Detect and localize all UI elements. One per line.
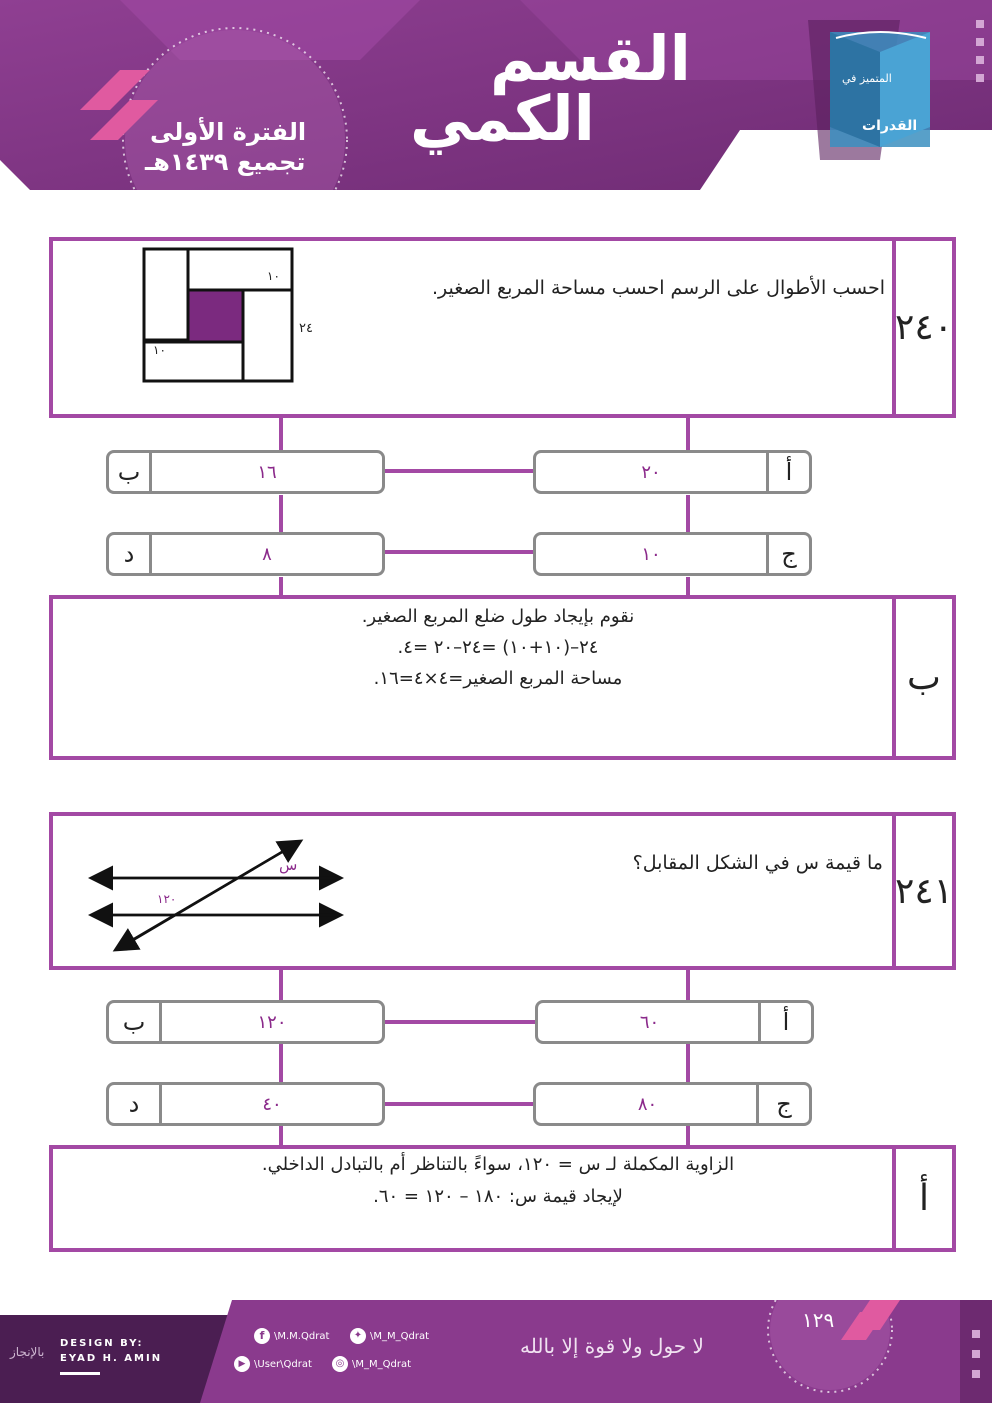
title-line1: القسم — [490, 22, 691, 95]
figure-label-bottom: ١٠ — [153, 343, 166, 357]
option-value: ١٠ — [641, 543, 661, 565]
youtube-handle: \User\Qdrat — [254, 1358, 312, 1370]
solution-line: نقوم بإيجاد طول ضلع المربع الصغير. — [361, 606, 635, 627]
answer-letter: أ — [892, 1149, 952, 1248]
youtube-link[interactable] — [234, 1356, 312, 1372]
solution-line: لإيجاد قيمة س: ١٨٠ – ١٢٠ = ٦٠. — [373, 1186, 623, 1207]
question-number: ٢٤٠ — [892, 241, 952, 414]
option-letter: أ — [785, 458, 793, 486]
option-c[interactable] — [533, 532, 812, 576]
twitter-icon: ✦ — [350, 1328, 366, 1344]
title-line2: الكمي — [410, 82, 595, 155]
option-a[interactable] — [535, 1000, 814, 1044]
designer-name: EYAD H. AMIN — [60, 1353, 163, 1364]
option-value: ٨ — [262, 543, 272, 565]
connector — [279, 418, 283, 451]
option-value: ٤٠ — [262, 1093, 282, 1115]
figure-label-top: ١٠ — [267, 269, 280, 283]
option-letter: ب — [122, 1008, 146, 1036]
connector — [384, 550, 534, 554]
option-value: ١٢٠ — [257, 1011, 287, 1033]
parallel-lines-figure — [83, 828, 363, 958]
question-text: احسب الأطوال على الرسم احسب مساحة المربع الصغير. — [431, 277, 885, 299]
facebook-icon: f — [254, 1328, 270, 1344]
question-241-box — [49, 812, 956, 970]
twitter-link[interactable] — [350, 1328, 429, 1344]
page-footer — [0, 1300, 992, 1403]
connector — [279, 1044, 283, 1082]
solution-241-box — [49, 1145, 956, 1252]
connector — [686, 1044, 690, 1082]
option-letter: ج — [776, 1090, 792, 1118]
youtube-icon: ▶ — [234, 1356, 250, 1372]
facebook-handle: \M.M.Qdrat — [274, 1330, 330, 1342]
page-number: ١٢٩ — [802, 1308, 835, 1332]
solution-line: ٢٤–(١٠+١٠) =٢٤–٢٠ =٤. — [397, 637, 599, 658]
footer-background — [0, 1300, 992, 1403]
solution-line: الزاوية المكملة لـ س = ١٢٠، سواءً بالتناظر أم بالتبادل الداخلي. — [261, 1154, 735, 1175]
design-by: DESIGN BY: — [60, 1338, 144, 1349]
collection-label: تجميع ١٤٣٩هـ — [145, 148, 306, 176]
option-a[interactable] — [533, 450, 812, 494]
question-240-box — [49, 237, 956, 418]
option-d[interactable] — [106, 532, 385, 576]
logo-sub: المتميز في — [842, 72, 892, 85]
option-letter: أ — [782, 1008, 790, 1036]
decor-squares — [972, 1330, 980, 1390]
instagram-link[interactable] — [332, 1356, 411, 1372]
option-value: ١٦ — [257, 461, 277, 483]
connector — [686, 970, 690, 1001]
question-text: ما قيمة س في الشكل المقابل؟ — [632, 852, 883, 874]
connector — [686, 577, 690, 597]
answer-letter: ب — [892, 599, 952, 756]
connector — [686, 495, 690, 533]
connector — [686, 1126, 690, 1146]
option-letter: ب — [117, 458, 141, 486]
connector — [686, 418, 690, 451]
connector — [384, 1020, 536, 1024]
page-header — [0, 0, 992, 190]
decor-squares — [976, 20, 984, 92]
connector — [279, 495, 283, 533]
option-c[interactable] — [533, 1082, 812, 1126]
option-b[interactable] — [106, 450, 385, 494]
option-letter: ج — [781, 540, 797, 568]
connector — [384, 469, 534, 473]
instagram-icon: ◎ — [332, 1356, 348, 1372]
book-logo-icon — [822, 22, 940, 154]
option-letter: د — [123, 540, 135, 568]
calligraphy: لا حول ولا قوة إلا بالله — [520, 1334, 704, 1358]
instagram-handle: \M_M_Qdrat — [352, 1358, 412, 1370]
logo-text: القدرات — [862, 118, 918, 134]
connector — [279, 577, 283, 597]
solution-line: مساحة المربع الصغير=٤×٤=١٦. — [373, 668, 623, 689]
option-value: ٦٠ — [639, 1011, 660, 1033]
facebook-link[interactable] — [254, 1328, 329, 1344]
option-value: ٢٠ — [641, 461, 661, 483]
period-label: الفترة الأولى — [150, 118, 307, 146]
figure-label-angle: ١٢٠ — [157, 892, 177, 906]
figure-label-x: س — [279, 856, 298, 874]
connector — [384, 1102, 536, 1106]
option-b[interactable] — [106, 1000, 385, 1044]
connector — [279, 970, 283, 1001]
question-number: ٢٤١ — [892, 816, 952, 966]
figure-label-side: ٢٤ — [299, 321, 313, 336]
twitter-handle: \M_M_Qdrat — [370, 1330, 430, 1342]
designer-signature: بالإنجاز — [10, 1345, 45, 1359]
option-d[interactable] — [106, 1082, 385, 1126]
option-letter: د — [128, 1090, 140, 1118]
squares-figure — [133, 244, 353, 394]
option-value: ٨٠ — [637, 1093, 658, 1115]
connector — [279, 1126, 283, 1146]
solution-240-box — [49, 595, 956, 760]
logo — [822, 22, 940, 154]
